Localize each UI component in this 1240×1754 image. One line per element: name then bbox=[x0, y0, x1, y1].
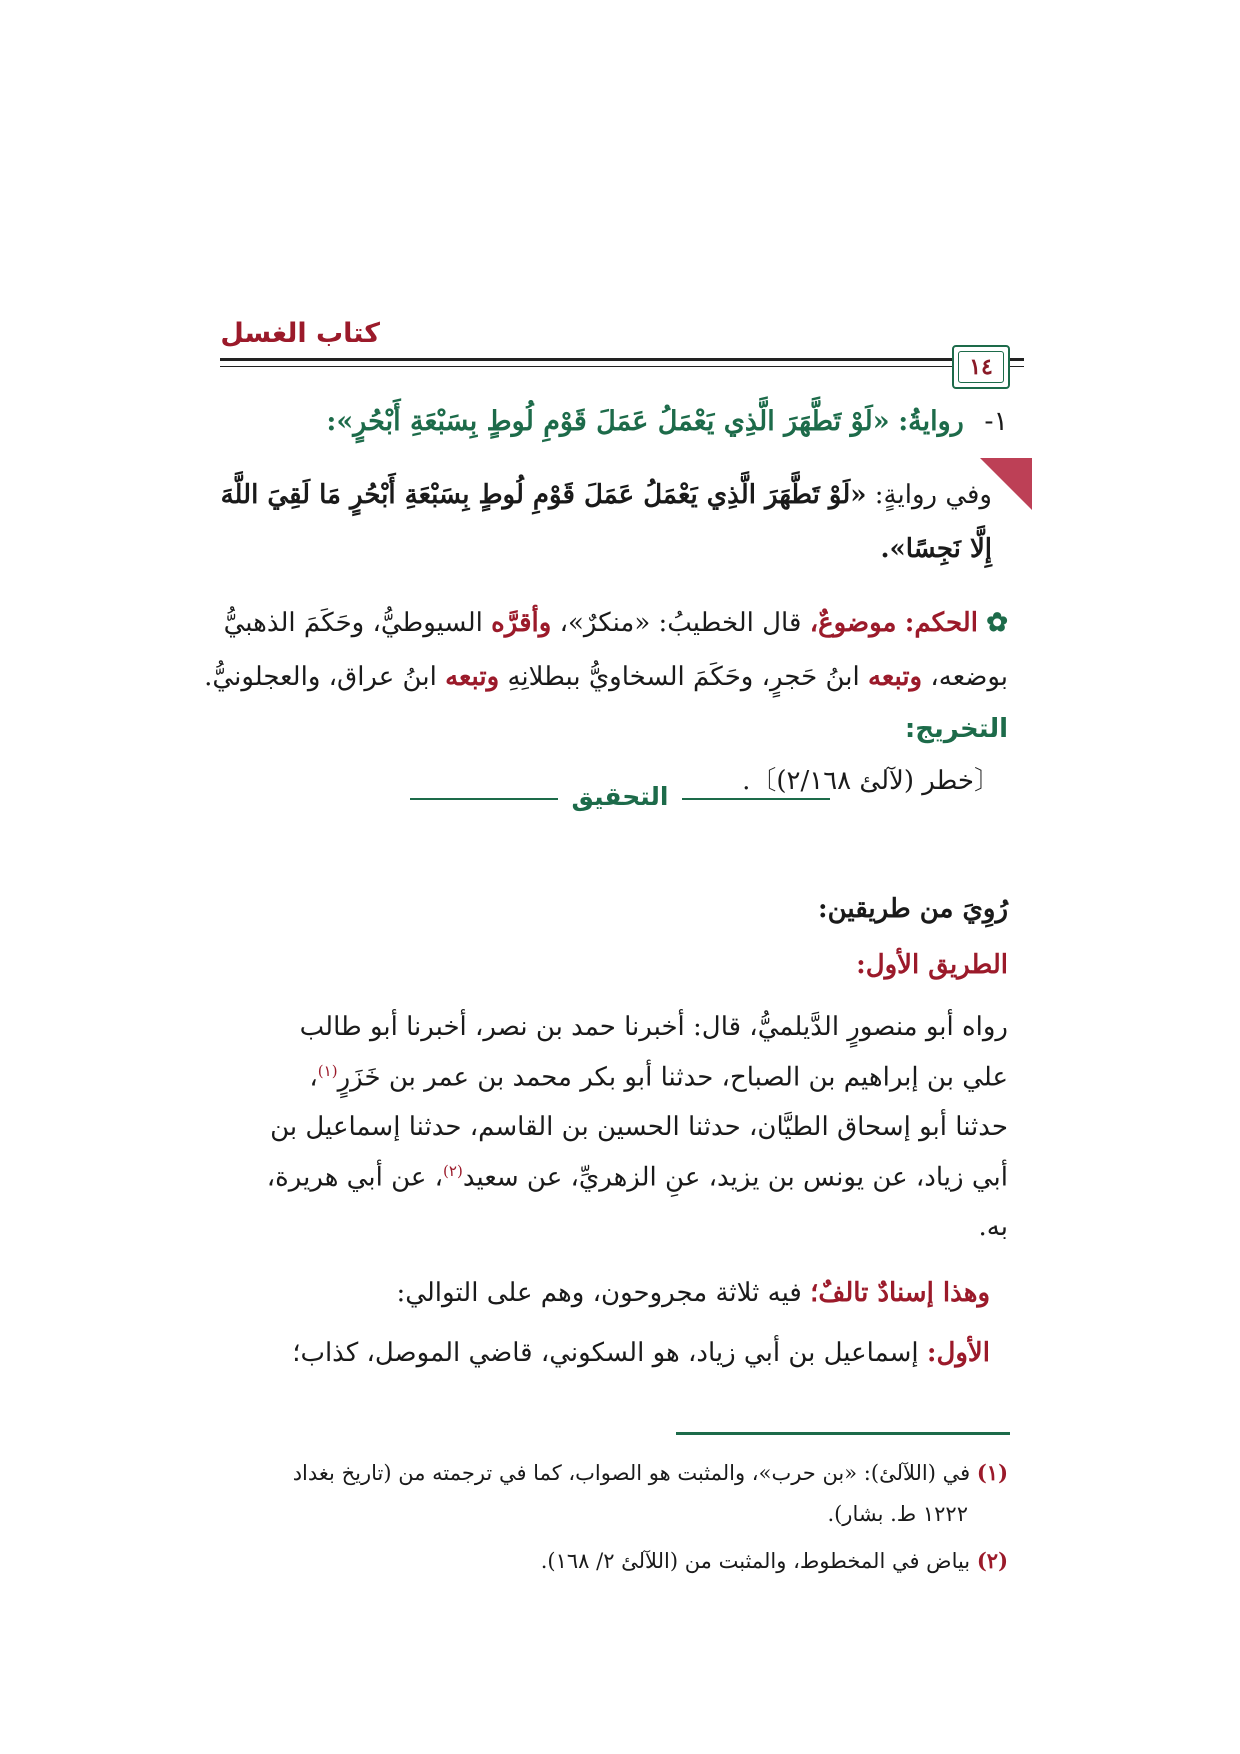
book-title: كتاب الغسل bbox=[220, 318, 380, 349]
ruling-text: السيوطيُّ، وحَكَمَ الذهبيُّ bbox=[223, 608, 483, 638]
ruling-text: بوضعه، bbox=[930, 662, 1008, 692]
para-line: حدثنا أبو إسحاق الطيَّان، حدثنا الحسين بن القاسم، حدثنا إسماعيل بن bbox=[270, 1112, 1008, 1142]
para-line: به. bbox=[978, 1212, 1008, 1242]
ruling-text: ابنُ حَجرٍ، وحَكَمَ السخاويُّ ببطلانِهِ bbox=[507, 662, 860, 692]
hadith-heading bbox=[326, 408, 1008, 435]
flower-icon: ✿ bbox=[986, 608, 1008, 638]
para-text: ، عن أبي هريرة، bbox=[266, 1162, 444, 1193]
footnote-2 bbox=[541, 1550, 1008, 1572]
page-number-frame bbox=[952, 345, 1010, 389]
header-rule bbox=[220, 358, 966, 361]
first-narrator-text: إسماعيل بن أبي زياد، هو السكوني، قاضي الموصل، كذاب؛ bbox=[292, 1338, 919, 1368]
ruling-line1 bbox=[224, 610, 1008, 636]
footnote-1-line1 bbox=[293, 1462, 1008, 1484]
hadith-label: روايةُ: bbox=[898, 406, 964, 437]
alt-narration-text: «لَوْ تَطَّهَرَ الَّذِي يَعْمَلُ عَمَلَ قَوْمِ لُوطٍ بِسَبْعَةِ أَبْحُرٍ مَا لَقِيَ اللَّهَ bbox=[220, 480, 867, 510]
first-narrator-line bbox=[292, 1340, 990, 1366]
para-text: أبي زياد، عن يونس بن يزيد، عنِ الزهريِّ، عن سعيد bbox=[462, 1162, 1008, 1193]
para-text: علي بن إبراهيم بن الصباح، حدثنا أبو بكر محمد بن عمر بن خَزَرٍ bbox=[337, 1062, 1008, 1093]
alt-narration-line2: إِلَّا نَجِسًا». bbox=[880, 534, 992, 564]
divider-text: التحقيق bbox=[558, 782, 683, 811]
ruling-text: قال الخطيبُ: «منكرٌ»، bbox=[559, 608, 802, 638]
section-divider-label bbox=[0, 782, 1240, 811]
alt-narration-line1 bbox=[221, 482, 992, 508]
para-line bbox=[309, 1064, 1008, 1091]
isnad-label: وهذا إسنادٌ تالفٌ؛ bbox=[810, 1278, 990, 1308]
alt-narration-intro: وفي روايةٍ: bbox=[874, 480, 992, 510]
footnote-number: (١) bbox=[976, 1460, 1008, 1485]
first-path-label: الطريق الأول: bbox=[856, 950, 1008, 980]
isnad-text: فيه ثلاثة مجروحون، وهم على التوالي: bbox=[396, 1278, 802, 1308]
footnote-text: بياض في المخطوط، والمثبت من (اللآلئ ٢/ ١٦٨). bbox=[540, 1549, 971, 1573]
takhrij-text: 〔خطر (لآلئ ٢/١٦٨)〕. bbox=[742, 766, 1000, 796]
footnote-1-line2: ١٢٢٢ ط. بشار). bbox=[827, 1502, 968, 1526]
header-rule-thin bbox=[220, 366, 966, 367]
footnote-ref[interactable]: (١) bbox=[317, 1062, 338, 1080]
footnote-rule bbox=[676, 1432, 1010, 1435]
para-text: ، bbox=[309, 1062, 318, 1093]
first-narrator-label: الأول: bbox=[926, 1338, 990, 1368]
footnote-number: (٢) bbox=[976, 1548, 1008, 1573]
ruling-emphasis: وأقرَّه bbox=[491, 608, 552, 638]
paths-intro: رُوِيَ من طريقين: bbox=[818, 894, 1008, 924]
ruling-emphasis: وتبعه bbox=[867, 662, 923, 692]
para-line: رواه أبو منصورٍ الدَّيلميُّ، قال: أخبرنا حمد بن نصر، أخبرنا أبو طالب bbox=[299, 1012, 1008, 1042]
ruling-emphasis: وتبعه bbox=[445, 662, 500, 692]
footnote-ref[interactable]: (٢) bbox=[443, 1162, 463, 1180]
page-number: ١٤ bbox=[958, 351, 1004, 383]
hadith-number: ١- bbox=[984, 406, 1008, 437]
footnote-text: في (اللآلئ): «بن حرب»، والمثبت هو الصواب، كما في ترجمته من (تاريخ بغداد bbox=[292, 1461, 971, 1485]
para-line bbox=[267, 1164, 1008, 1191]
takhrij-label: التخريج: bbox=[904, 714, 1008, 744]
ruling-label: الحكم: bbox=[904, 608, 978, 638]
hadith-text: «لَوْ تَطَّهَرَ الَّذِي يَعْمَلُ عَمَلَ قَوْمِ لُوطٍ بِسَبْعَةِ أَبْحُرٍ»: bbox=[326, 406, 890, 437]
ruling-verdict: موضوعٌ، bbox=[809, 608, 897, 638]
ruling-text: ابنُ عراق، والعجلونيُّ. bbox=[204, 662, 437, 692]
ruling-line2 bbox=[204, 664, 1008, 690]
isnad-line bbox=[396, 1280, 990, 1306]
